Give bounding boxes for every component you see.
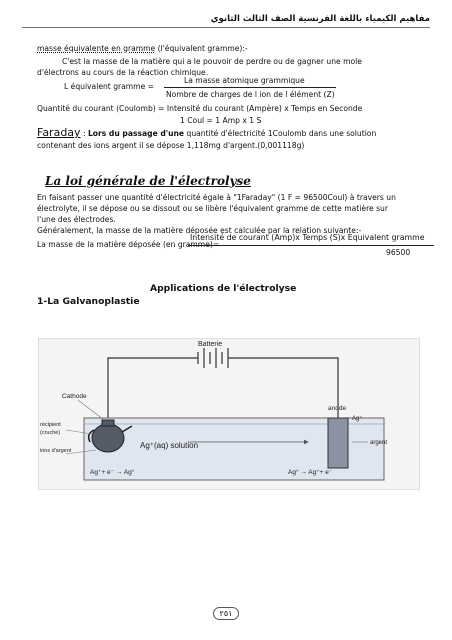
cathode-label: Cathode <box>62 393 87 400</box>
loi-line2: électrolyte, il se dépose ou se dissout ou se libère l'équivalent gramme de cette matière sur <box>37 204 388 213</box>
loi-line1: En faisant passer une quantité d'électricité égale à "1Faraday" (1 F = 96500Coul) à travers un <box>37 193 396 202</box>
ions-label: ions d'argent <box>40 448 72 454</box>
argent-label: argent <box>370 440 388 446</box>
equiv-numerator: La masse atomique grammique <box>184 76 305 85</box>
faraday-rest: quantité d'électricité 1Coulomb dans une solution <box>184 129 377 138</box>
anode-equation: Ag° → Ag⁺+ e⁻ <box>288 469 333 476</box>
header-divider <box>22 27 430 28</box>
equiv-text-line2: d'électrons au cours de la réaction chimique. <box>37 68 209 77</box>
loi-numerator: Intensité de courant (Amp)x Temps (S)x Equivalent gramme <box>190 233 425 242</box>
faraday-bold-part: Lors du passage d'une <box>87 129 185 138</box>
equiv-text-line1: C'est la masse de la matière qui a le pouvoir de perdre ou de gagner une mole <box>62 57 362 66</box>
loi-fraction-bar <box>188 245 434 246</box>
coulomb-definition: 1 Coul = 1 Amp x 1 S <box>180 116 262 125</box>
faraday-label: Faraday <box>37 126 81 139</box>
anode-plate <box>328 418 348 468</box>
battery-label: Batterie <box>198 341 223 348</box>
equiv-title: masse équivalente en gramme <box>37 44 156 53</box>
page-header-title: مفاهيم الكيمياء باللغة الفرنسية الصف الثالث الثانوي <box>210 14 430 24</box>
loi-title: La loi générale de l'électrolyse <box>45 174 251 188</box>
galvanoplastie-diagram <box>38 338 420 490</box>
cathode-equation: Ag⁺+ e⁻ → Ag° <box>90 469 135 476</box>
recipient-label-1: récipient <box>40 422 61 428</box>
anode-label: anode <box>328 405 347 412</box>
equiv-formula-label: L équivalent gramme = <box>64 82 155 91</box>
equiv-heading <box>37 44 248 53</box>
loi-line3: l'une des électrodes. <box>37 215 116 224</box>
loi-formula-label: La masse de la matière déposée (en gramme)= <box>37 240 220 249</box>
solution-label: Ag⁺(aq) solution <box>140 441 199 450</box>
quantity-line: Quantité du courant (Coulomb) = Intensité du courant (Ampère) x Temps en Seconde <box>37 104 363 113</box>
faraday-line2: contenant des ions argent il se dépose 1,118mg d'argent.(0,001118g) <box>37 141 305 150</box>
ag-plus-label: Ag⁺ <box>352 416 363 422</box>
applications-title: Applications de l'électrolyse <box>150 283 297 294</box>
faraday-colon: : <box>80 129 88 138</box>
recipient-label-2: (cruche) <box>40 430 61 436</box>
page-number <box>0 601 452 620</box>
equiv-fraction-bar <box>164 87 336 88</box>
galvanoplastie-subtitle: 1-La Galvanoplastie <box>37 296 140 307</box>
loi-denominator: 96500 <box>386 248 411 257</box>
loi-line4: Généralement, la masse de la matière déposée est calculée par la relation suivante:- <box>37 226 362 235</box>
faraday-line1 <box>37 126 376 139</box>
equiv-title-suffix: (l'équivalent gramme):- <box>155 44 248 53</box>
page-number-text: ٢٥١ <box>213 607 240 620</box>
equiv-denominator: Nombre de charges de l ion de l élément (Z) <box>166 90 335 99</box>
